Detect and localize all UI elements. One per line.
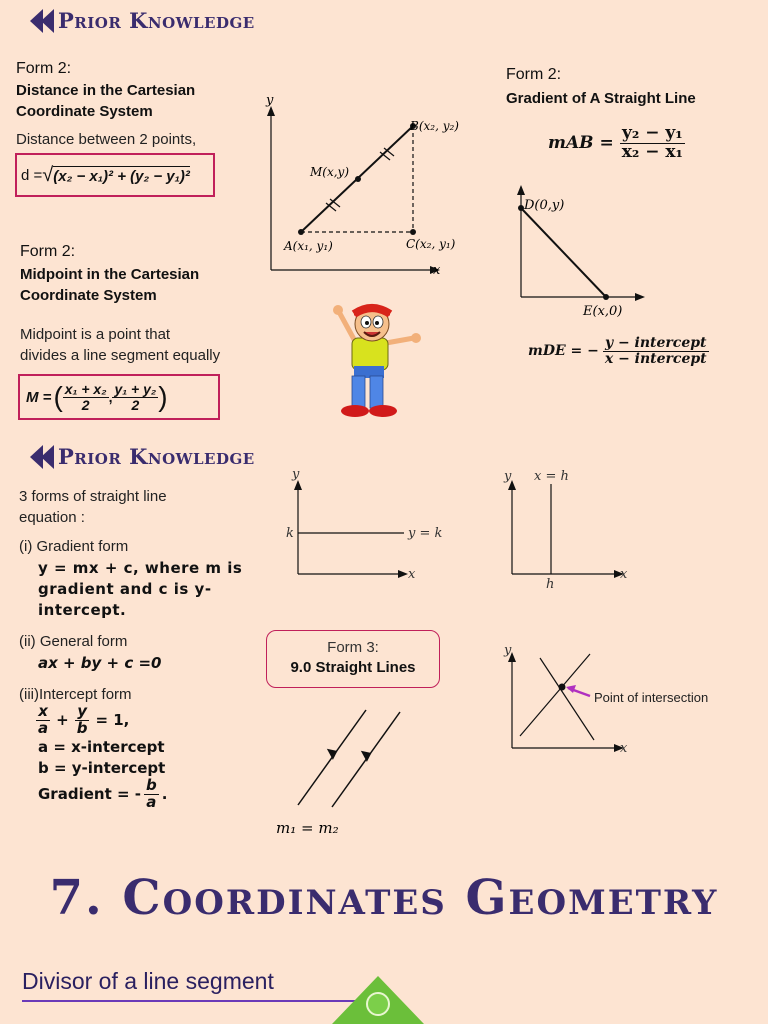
midpoint-y-num: y₁ + y₂ <box>114 380 157 397</box>
midpoint-y-fraction <box>112 382 158 412</box>
distance-title-1: Distance in the Cartesian <box>16 82 196 99</box>
grad-lhs: Gradient = - <box>38 785 141 804</box>
mde-lhs: mDE = − <box>528 343 599 360</box>
mab-denominator: x₂ − x₁ <box>621 141 683 162</box>
intersection-label: Point of intersection <box>594 690 709 705</box>
form3-box <box>266 630 440 688</box>
y-label: y <box>504 643 512 658</box>
int-plus: + <box>56 711 69 730</box>
distance-formula-box <box>15 153 215 197</box>
point-a <box>298 229 304 235</box>
k-label: k <box>286 526 294 541</box>
point-m <box>355 176 361 182</box>
mde-numerator: y − intercept <box>604 335 707 351</box>
midpoint-lhs: M = <box>26 388 52 406</box>
mab-numerator: y₂ − y₁ <box>621 123 683 143</box>
midpoint-form-label: Form 2: <box>20 243 76 260</box>
x-axis-arrow-icon <box>398 570 408 578</box>
point-c <box>410 229 416 235</box>
x-over-a <box>36 704 50 737</box>
forms-intro-2: equation : <box>19 509 85 526</box>
y-label: y <box>292 467 300 482</box>
y-equals-k-label: y = k <box>408 526 443 541</box>
double-arrow-icon <box>30 9 52 33</box>
form3-line-2: 9.0 Straight Lines <box>290 659 416 676</box>
chapter-title: 7. Coordinates Geometry <box>49 870 719 926</box>
sqrt-icon: √ <box>42 163 54 186</box>
midpoint-formula-box <box>18 374 220 420</box>
int-den-2: b <box>76 718 88 737</box>
graph-y-equals-k <box>282 464 452 589</box>
grad-den: a <box>146 792 157 811</box>
general-form-eq: ax + by + c =0 <box>38 654 162 672</box>
label-b: B(x₂, y₂) <box>410 119 459 133</box>
int-num-2: y <box>77 702 87 720</box>
int-rhs: = 1, <box>95 711 130 730</box>
m1-equals-m2-label: m₁ = m₂ <box>276 819 339 837</box>
x-equals-h-label: x = h <box>534 469 569 484</box>
mab-fraction <box>620 125 685 162</box>
cartoon-boy-illustration <box>328 298 423 423</box>
x-axis-arrow-icon <box>635 293 645 301</box>
prior-knowledge-header: Prior Knowledge <box>30 8 255 33</box>
gradient-title: Gradient of A Straight Line <box>506 90 696 107</box>
forms-intro-1: 3 forms of straight line <box>19 488 167 505</box>
gradient-mab-formula <box>548 125 685 162</box>
prior-knowledge-header-2: Prior Knowledge <box>30 444 255 469</box>
midpoint-y-den: 2 <box>131 396 140 413</box>
x-label: x <box>620 741 628 756</box>
graph-x-equals-h <box>498 464 648 594</box>
midpoint-title-2: Coordinate System <box>20 287 157 304</box>
form3-line-1: Form 3: <box>327 639 379 656</box>
label-d: D(0,y) <box>524 198 565 213</box>
midpoint-x-fraction <box>63 382 109 412</box>
line-de <box>521 208 606 297</box>
parallel-lines-diagram <box>270 700 430 840</box>
gradient-form-eq-3: intercept. <box>38 601 127 619</box>
paren-close-icon: ) <box>158 381 168 412</box>
gradient-intercept-eq <box>38 778 167 811</box>
intercept-form-title: (iii)Intercept form <box>19 686 132 703</box>
gradient-intercept-diagram <box>508 185 648 320</box>
gradient-form-title: (i) Gradient form <box>19 538 129 555</box>
gradient-form-label: Form 2: <box>506 66 562 83</box>
x-axis-label: x <box>433 263 441 278</box>
label-m: M(x,y) <box>310 165 350 179</box>
arrow-head-1-icon <box>327 747 339 761</box>
int-den-1: a <box>38 718 49 737</box>
paren-open-icon: ( <box>53 381 63 412</box>
line-2 <box>540 658 594 740</box>
a-definition: a = x-intercept <box>38 738 165 756</box>
distance-form-label: Form 2: <box>16 60 72 77</box>
b-definition: b = y-intercept <box>38 759 166 777</box>
midpoint-desc-2: divides a line segment equally <box>20 347 221 364</box>
mab-lhs: mAB = <box>548 133 614 154</box>
gradient-form-eq-2: gradient and c is y- <box>38 580 212 598</box>
gradient-mde-formula <box>528 336 709 366</box>
x-label: x <box>408 567 416 582</box>
grad-num: b <box>145 776 157 794</box>
mde-fraction <box>603 336 709 366</box>
intercept-form-eq <box>36 704 129 737</box>
int-num-1: x <box>38 702 48 720</box>
distance-desc: Distance between 2 points, <box>16 131 197 148</box>
point-e <box>603 294 609 300</box>
graph-intersection <box>498 640 738 760</box>
general-form-title: (ii) General form <box>19 633 128 650</box>
y-over-b <box>75 704 90 737</box>
line-1 <box>520 654 590 736</box>
b-over-a <box>144 778 159 811</box>
green-circle-decoration <box>366 992 390 1016</box>
y-label: y <box>504 469 512 484</box>
gradient-form-eq-1: y = mx + c, where m is <box>38 559 243 577</box>
label-e: E(x,0) <box>583 304 623 319</box>
midpoint-x-num: x₁ + x₂ <box>64 380 107 397</box>
distance-midpoint-diagram <box>258 90 478 285</box>
label-c: C(x₂, y₁) <box>406 237 456 251</box>
distance-formula-body: (x₂ − x₁)² + (y₂ − y₁)² <box>53 167 190 185</box>
midpoint-x-den: 2 <box>81 396 90 413</box>
comma-icon: , <box>108 389 113 405</box>
midpoint-desc-1: Midpoint is a point that <box>20 326 171 343</box>
divisor-underline <box>22 1000 382 1002</box>
h-label: h <box>546 577 555 592</box>
distance-formula-lhs: d = <box>21 166 43 184</box>
divisor-heading: Divisor of a line segment <box>22 968 274 994</box>
label-a: A(x₁, y₁) <box>284 239 333 253</box>
x-label: x <box>620 567 628 582</box>
distance-title-2: Coordinate System <box>16 103 153 120</box>
mde-denominator: x − intercept <box>604 350 707 367</box>
intersection-point <box>559 684 566 691</box>
arrow-head-2-icon <box>361 749 373 763</box>
grad-end: . <box>161 785 168 804</box>
midpoint-title-1: Midpoint in the Cartesian <box>20 266 200 283</box>
y-axis-arrow-icon <box>517 185 525 195</box>
double-arrow-icon <box>30 445 52 469</box>
y-axis-label: y <box>266 93 274 108</box>
